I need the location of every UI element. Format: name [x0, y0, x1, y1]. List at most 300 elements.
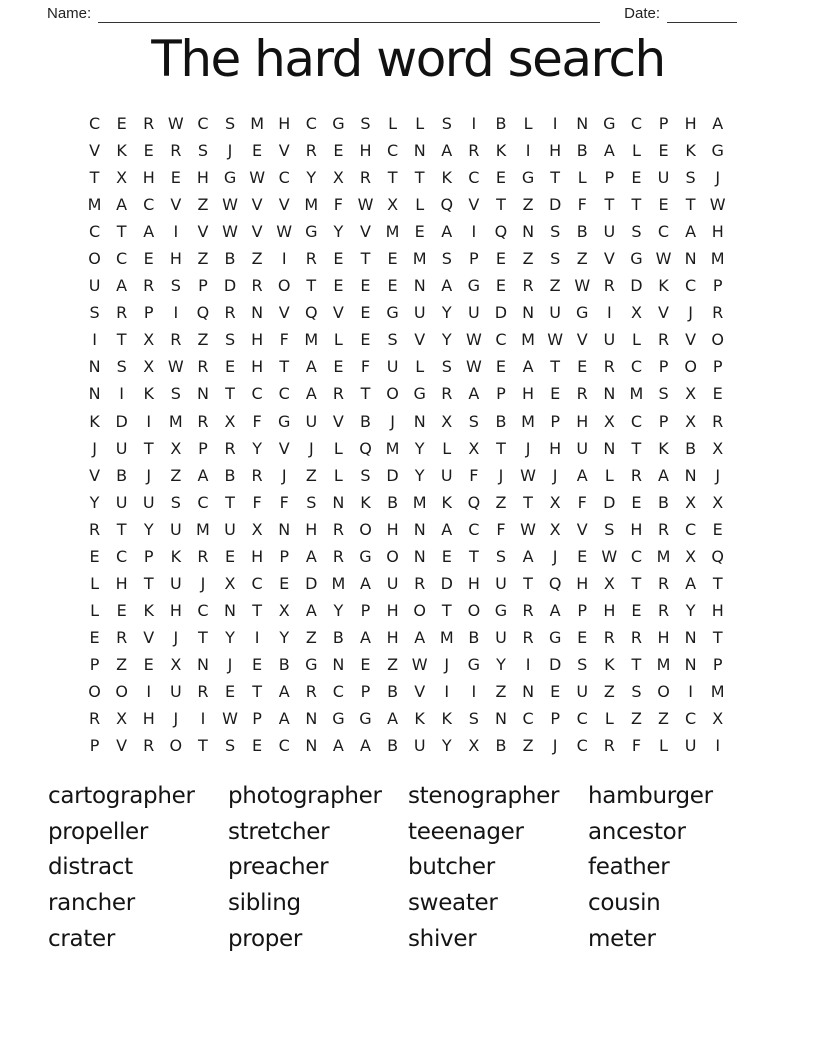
grid-letter: G [332, 709, 345, 729]
grid-letter: E [143, 141, 154, 161]
grid-letter: X [685, 384, 697, 404]
grid-letter: V [414, 330, 426, 350]
grid-letter: D [548, 195, 562, 215]
grid-letter: X [468, 438, 480, 458]
grid-letter: L [604, 465, 614, 485]
grid-letter: R [332, 546, 344, 566]
grid-letter: A [522, 357, 534, 377]
grid-letter: S [441, 357, 452, 377]
grid-letter: M [250, 114, 265, 134]
grid-letter: O [413, 600, 426, 620]
grid-letter: X [685, 546, 697, 566]
grid-letter: R [441, 384, 453, 404]
grid-letter: K [441, 492, 453, 512]
grid-letter: X [278, 600, 290, 620]
grid-letter: M [385, 222, 400, 242]
grid-letter: E [116, 600, 127, 620]
grid-letter: Q [548, 573, 562, 593]
grid-letter: U [495, 627, 507, 647]
grid-letter: I [146, 411, 152, 431]
grid-letter: J [552, 465, 558, 485]
grid-letter: T [631, 195, 642, 215]
grid-letter: K [360, 492, 371, 512]
grid-letter: H [169, 600, 182, 620]
word-list-item: propeller [48, 818, 149, 845]
grid-letter: E [414, 222, 425, 242]
grid-letter: C [685, 276, 697, 296]
grid-letter: X [224, 573, 236, 593]
word-list-item: sweater [408, 890, 498, 917]
grid-letter: V [278, 303, 290, 323]
grid-letter: A [685, 573, 697, 593]
grid-letter: N [332, 654, 345, 674]
grid-letter: U [169, 519, 182, 539]
grid-letter: A [603, 141, 615, 161]
grid-letter: F [360, 357, 371, 377]
grid-letter: O [88, 249, 101, 269]
grid-letter: Z [305, 465, 317, 485]
grid-letter: S [170, 384, 181, 404]
grid-letter: C [88, 222, 101, 242]
grid-letter: R [332, 519, 344, 539]
word-list-item: teeenager [408, 818, 524, 845]
grid-letter: L [631, 330, 641, 350]
grid-letter: M [168, 411, 183, 431]
grid-letter: R [630, 627, 642, 647]
grid-letter: Y [225, 627, 235, 647]
grid-letter: E [495, 276, 506, 296]
grid-letter: N [305, 736, 318, 756]
grid-letter: A [685, 222, 697, 242]
grid-letter: I [254, 627, 260, 647]
grid-letter: U [413, 736, 426, 756]
grid-letter: R [712, 303, 724, 323]
grid-letter: P [658, 114, 669, 134]
grid-letter: Z [197, 249, 209, 269]
grid-letter: H [251, 330, 264, 350]
grid-letter: M [87, 195, 102, 215]
grid-letter: U [142, 492, 155, 512]
grid-letter: P [577, 600, 588, 620]
grid-letter: U [468, 303, 480, 323]
grid-letter: W [222, 195, 238, 215]
grid-letter: F [333, 195, 343, 215]
grid-letter: Y [143, 519, 154, 539]
grid-letter: N [278, 519, 291, 539]
grid-letter: P [198, 438, 208, 458]
grid-letter: E [658, 141, 669, 161]
grid-letter: E [495, 357, 506, 377]
grid-letter: E [712, 519, 723, 539]
grid-letter: M [656, 546, 671, 566]
grid-letter: R [88, 519, 101, 539]
grid-letter: P [143, 303, 154, 323]
grid-letter: C [468, 168, 480, 188]
grid-letter: J [281, 465, 287, 485]
grid-letter: I [281, 249, 287, 269]
grid-letter: R [657, 519, 670, 539]
grid-letter: S [685, 168, 696, 188]
grid-letter: N [413, 411, 426, 431]
word-list-item: stenographer [408, 783, 560, 809]
grid-letter: T [631, 573, 642, 593]
grid-letter: P [89, 654, 100, 674]
word-list-column [408, 779, 588, 957]
grid-letter: O [657, 682, 670, 701]
grid-letter: X [116, 709, 128, 729]
grid-letter: K [143, 600, 154, 620]
grid-letter: A [116, 195, 128, 215]
grid-letter: X [549, 492, 561, 512]
grid-letter: R [603, 276, 615, 296]
grid-letter: L [659, 736, 668, 756]
grid-letter: R [522, 600, 534, 620]
grid-letter: I [471, 114, 477, 134]
grid-letter: J [498, 465, 504, 485]
grid-letter: C [332, 682, 344, 701]
grid-letter: V [576, 519, 588, 539]
grid-letter: B [495, 736, 507, 756]
grid-letter: A [441, 222, 453, 242]
word-list-item: crater [48, 925, 116, 952]
grid-letter: C [685, 709, 697, 729]
grid-letter: V [332, 303, 344, 323]
grid-letter: G [359, 709, 372, 729]
grid-letter: A [143, 222, 155, 242]
grid-letter: U [603, 330, 616, 350]
grid-letter: W [222, 709, 238, 729]
grid-letter: N [684, 249, 697, 269]
grid-letter: R [251, 465, 263, 485]
grid-letter: U [115, 438, 128, 458]
grid-letter: H [359, 141, 372, 161]
grid-letter: L [415, 357, 425, 377]
grid-letter: V [360, 222, 371, 242]
grid-letter: T [252, 600, 262, 620]
grid-letter: R [305, 249, 317, 269]
grid-letter: V [143, 627, 155, 647]
grid-letter: B [116, 465, 128, 485]
grid-letter: M [710, 249, 725, 269]
grid-letter: M [629, 384, 644, 404]
grid-letter: M [710, 682, 725, 701]
grid-letter: I [715, 736, 721, 756]
grid-letter: J [173, 709, 179, 729]
grid-letter: L [604, 709, 614, 729]
grid-letter: D [548, 654, 562, 674]
grid-letter: E [360, 330, 371, 350]
grid-letter: P [360, 600, 371, 620]
grid-letter: H [467, 573, 480, 593]
grid-letter: T [496, 438, 506, 458]
grid-letter: S [360, 114, 371, 134]
word-list-item: distract [48, 854, 133, 881]
grid-letter: I [119, 384, 124, 404]
grid-letter: Q [494, 222, 508, 242]
grid-letter: E [577, 357, 588, 377]
grid-letter: T [496, 195, 506, 215]
grid-letter: R [468, 141, 480, 161]
grid-letter: T [550, 357, 561, 377]
grid-letter: E [143, 249, 154, 269]
grid-letter: N [413, 276, 426, 296]
grid-letter: R [197, 411, 209, 431]
grid-letter: T [252, 682, 262, 701]
grid-letter: C [522, 709, 534, 729]
grid-letter: J [92, 438, 97, 458]
grid-letter: T [143, 438, 154, 458]
grid-letter: E [550, 384, 561, 404]
grid-letter: C [88, 114, 101, 134]
grid-letter: C [197, 492, 209, 512]
grid-letter: R [657, 600, 670, 620]
grid-letter: C [305, 114, 317, 134]
grid-letter: S [631, 682, 642, 701]
grid-letter: N [576, 114, 589, 134]
grid-letter: S [441, 114, 452, 134]
grid-letter: R [224, 303, 236, 323]
grid-letter: V [414, 682, 426, 701]
grid-letter: T [414, 168, 425, 188]
grid-letter: G [521, 168, 535, 188]
grid-letter: Z [251, 249, 263, 269]
grid-letter: C [630, 411, 642, 431]
grid-letter: L [90, 600, 99, 620]
grid-letter: T [523, 573, 533, 593]
grid-letter: N [332, 492, 345, 512]
grid-letter: J [390, 411, 395, 431]
grid-letter: A [360, 627, 371, 647]
grid-letter: Q [359, 438, 372, 458]
word-list-column [48, 779, 228, 957]
grid-letter: T [306, 276, 317, 296]
grid-letter: T [685, 195, 696, 215]
grid-letter: E [360, 276, 371, 296]
grid-letter: V [197, 222, 209, 242]
grid-letter: O [359, 519, 372, 539]
grid-letter: L [333, 438, 343, 458]
grid-letter: T [441, 600, 452, 620]
word-list-item: sibling [228, 890, 301, 917]
grid-letter: A [576, 465, 588, 485]
grid-letter: H [115, 573, 128, 593]
grid-letter: E [495, 168, 506, 188]
grid-letter: N [413, 546, 426, 566]
grid-letter: H [711, 222, 724, 242]
grid-letter: L [90, 573, 99, 593]
grid-letter: L [415, 195, 425, 215]
grid-letter: C [251, 384, 263, 404]
grid-letter: C [116, 249, 128, 269]
grid-letter: C [630, 357, 642, 377]
grid-letter: K [685, 141, 696, 161]
grid-letter: U [603, 222, 616, 242]
grid-letter: S [224, 736, 236, 756]
grid-letter: O [386, 546, 399, 566]
grid-letter: I [688, 682, 693, 701]
grid-letter: E [712, 384, 723, 404]
grid-letter: W [249, 168, 266, 188]
grid-letter: C [468, 519, 480, 539]
grid-letter: X [712, 709, 724, 729]
grid-letter: E [631, 600, 642, 620]
grid-letter: H [630, 519, 643, 539]
grid-letter: Y [252, 438, 262, 458]
grid-letter: M [385, 438, 400, 458]
grid-letter: A [197, 465, 209, 485]
grid-letter: F [279, 492, 289, 512]
grid-letter: Z [387, 654, 399, 674]
grid-letter: U [115, 492, 128, 512]
grid-letter: Y [414, 438, 425, 458]
grid-letter: E [116, 114, 127, 134]
grid-letter: E [360, 303, 371, 323]
grid-letter: O [684, 357, 697, 377]
grid-letter: P [550, 709, 560, 729]
grid-letter: M [521, 330, 535, 350]
grid-letter: Y [279, 627, 290, 647]
grid-letter: T [360, 249, 371, 269]
grid-letter: C [495, 330, 507, 350]
grid-letter: A [658, 465, 669, 485]
grid-letter: U [386, 357, 399, 377]
grid-letter: W [357, 195, 374, 215]
grid-letter: J [227, 141, 233, 161]
grid-letter: Z [170, 465, 182, 485]
grid-letter: V [251, 195, 263, 215]
grid-letter: J [146, 465, 152, 485]
grid-letter: L [442, 438, 452, 458]
grid-letter: W [601, 546, 618, 566]
grid-letter: L [631, 141, 641, 161]
grid-letter: K [658, 438, 669, 458]
grid-letter: E [279, 573, 290, 593]
grid-letter: R [603, 736, 615, 756]
grid-letter: R [224, 438, 236, 458]
grid-letter: N [196, 384, 209, 404]
grid-letter: T [631, 438, 642, 458]
grid-letter: X [170, 654, 182, 674]
grid-letter: F [469, 465, 479, 485]
grid-letter: H [142, 709, 155, 729]
grid-letter: Q [196, 303, 210, 323]
grid-letter: H [522, 384, 535, 404]
grid-letter: J [715, 465, 721, 485]
grid-letter: Q [440, 195, 454, 215]
grid-letter: E [333, 276, 344, 296]
grid-letter: V [685, 330, 697, 350]
grid-letter: R [657, 573, 670, 593]
grid-letter: B [278, 654, 290, 674]
grid-letter: W [465, 357, 482, 377]
grid-letter: F [252, 492, 262, 512]
grid-letter: J [552, 546, 558, 566]
grid-letter: N [413, 141, 426, 161]
header [47, 2, 737, 24]
grid-letter: E [252, 736, 263, 756]
grid-letter: L [388, 114, 398, 134]
grid-letter: Z [116, 654, 128, 674]
grid-letter: Y [333, 222, 344, 242]
grid-letter: W [465, 330, 482, 350]
grid-letter: E [495, 249, 506, 269]
grid-letter: P [712, 357, 723, 377]
grid-letter: R [603, 627, 615, 647]
grid-letter: L [577, 168, 587, 188]
grid-letter: P [550, 411, 560, 431]
word-list-item: photographer [228, 783, 382, 809]
grid-letter: B [495, 114, 507, 134]
grid-letter: J [200, 573, 206, 593]
grid-letter: V [576, 330, 588, 350]
grid-letter: H [386, 627, 399, 647]
grid-letter: X [603, 573, 615, 593]
grid-letter: A [278, 682, 290, 701]
grid-letter: R [88, 709, 101, 729]
grid-letter: F [577, 492, 587, 512]
grid-letter: A [305, 384, 317, 404]
grid-letter: R [522, 276, 534, 296]
grid-letter: U [684, 736, 697, 756]
grid-letter: M [412, 249, 427, 269]
grid-letter: V [603, 249, 615, 269]
grid-letter: A [522, 546, 534, 566]
grid-letter: S [170, 276, 181, 296]
word-list-item: stretcher [228, 818, 330, 845]
grid-letter: R [712, 411, 724, 431]
grid-letter: B [332, 627, 344, 647]
grid-letter: B [224, 465, 236, 485]
grid-letter: D [305, 573, 318, 593]
grid-letter: E [658, 195, 669, 215]
grid-letter: W [167, 357, 184, 377]
grid-letter: S [224, 330, 236, 350]
grid-letter: C [278, 384, 290, 404]
grid-letter: T [550, 168, 561, 188]
grid-letter: H [576, 573, 589, 593]
grid-letter: N [603, 384, 616, 404]
grid-letter: O [386, 384, 399, 404]
grid-letter: W [709, 195, 726, 215]
grid-letter: N [522, 222, 535, 242]
grid-letter: N [88, 357, 101, 377]
grid-letter: U [169, 573, 182, 593]
grid-letter: N [494, 709, 507, 729]
grid-letter: D [603, 492, 616, 512]
grid-letter: G [413, 384, 426, 404]
grid-letter: V [89, 465, 101, 485]
grid-letter: R [116, 627, 128, 647]
word-list-item: cartographer [48, 783, 195, 809]
grid-letter: T [387, 168, 398, 188]
grid-letter: R [359, 168, 372, 188]
grid-letter: U [169, 682, 182, 701]
grid-letter: W [276, 222, 293, 242]
grid-letter: I [606, 303, 612, 323]
grid-letter: B [387, 736, 399, 756]
grid-letter: G [278, 411, 291, 431]
grid-letter: A [360, 573, 371, 593]
grid-letter: K [441, 168, 453, 188]
grid-letter: M [304, 195, 319, 215]
grid-letter: G [494, 600, 508, 620]
grid-letter: Y [441, 330, 452, 350]
grid-letter: S [495, 546, 507, 566]
grid-letter: W [520, 519, 536, 539]
grid-letter: A [712, 114, 724, 134]
grid-letter: P [712, 276, 723, 296]
grid-letter: Y [441, 736, 452, 756]
